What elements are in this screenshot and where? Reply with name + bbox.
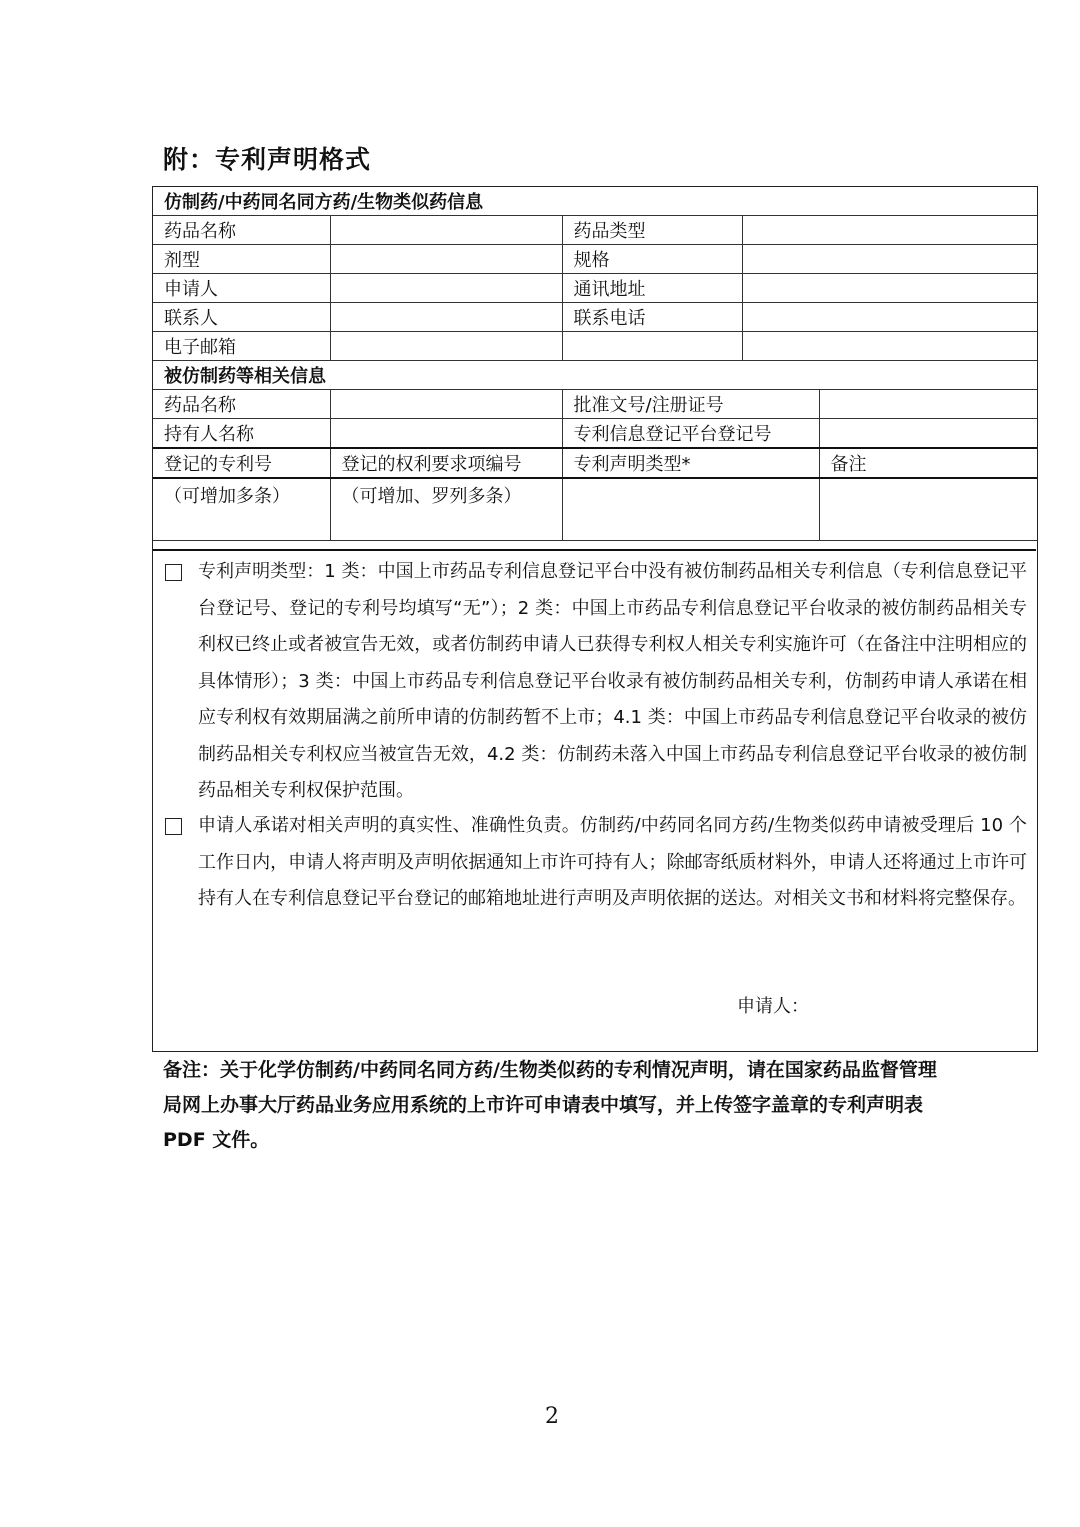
field-label: 通讯地址	[562, 274, 742, 303]
remarks-input[interactable]	[819, 478, 1037, 541]
field-label: 规格	[562, 245, 742, 274]
table-row	[153, 303, 1037, 332]
declaration-text: 专利声明类型：1 类：中国上市药品专利信息登记平台中没有被仿制药品相关专利信息（专利信息登记平台登记号、登记的专利号均填写“无”）；2 类：中国上市药品专利信息登记平台收录的被仿制药品相关专利权已终止或者被宣告无效，或者仿制药申请人已获得专利权人相关专利实施许可（在备注中注明相应的具体情形）；3 类：中国上市药品专利信息登记平台收录有被仿制药品相关专利，仿制药申请人承诺在相应专利权有效期届满之前所申请的仿制药暂不上市；4.1 类：中国上市药品专利信息登记平台收录的被仿制药品相关专利权应当被宣告无效，4.2 类：仿制药未落入中国上市药品专利信息登记平台收录的被仿制药品相关专利权保护范围。	[198, 561, 1027, 801]
platform-registration-input[interactable]	[819, 419, 1037, 449]
field-label: 持有人名称	[153, 419, 330, 449]
reference-drug-name-input[interactable]	[330, 390, 562, 419]
field-label: 药品名称	[153, 390, 330, 419]
holder-name-input[interactable]	[330, 419, 562, 449]
drug-type-input[interactable]	[742, 216, 1037, 245]
column-header: 备注	[819, 448, 1037, 478]
declaration-area	[153, 549, 1036, 1051]
dosage-form-input[interactable]	[330, 245, 562, 274]
field-label: 电子邮箱	[153, 332, 330, 361]
patent-number-input[interactable]: （可增加多条）	[153, 478, 330, 541]
phone-input[interactable]	[742, 303, 1037, 332]
contact-input[interactable]	[330, 303, 562, 332]
page-title: 附：专利声明格式	[163, 145, 372, 174]
approval-number-input[interactable]	[819, 390, 1037, 419]
field-label: 联系电话	[562, 303, 742, 332]
declaration-item	[165, 808, 1027, 918]
address-input[interactable]	[742, 274, 1037, 303]
checkbox[interactable]	[165, 564, 182, 581]
column-header: 登记的权利要求项编号	[330, 448, 562, 478]
empty-cell	[742, 332, 1037, 361]
patent-declaration-form	[152, 186, 1038, 1052]
table-row	[153, 332, 1037, 361]
info-table	[153, 187, 1037, 541]
field-label: 批准文号/注册证号	[562, 390, 819, 419]
applicant-input[interactable]	[330, 274, 562, 303]
patent-entry-row	[153, 478, 1037, 541]
empty-cell	[562, 332, 742, 361]
table-row	[153, 274, 1037, 303]
specification-input[interactable]	[742, 245, 1037, 274]
section-generic-info: 仿制药/中药同名同方药/生物类似药信息	[153, 187, 1037, 216]
patent-header-row	[153, 448, 1037, 478]
declaration-item	[165, 554, 1027, 810]
section-reference-info: 被仿制药等相关信息	[153, 361, 1037, 390]
drug-name-input[interactable]	[330, 216, 562, 245]
page-number: 2	[545, 1404, 559, 1429]
field-label: 剂型	[153, 245, 330, 274]
table-row	[153, 216, 1037, 245]
footnote: 备注：关于化学仿制药/中药同名同方药/生物类似药的专利情况声明，请在国家药品监督管理局网上办事大厅药品业务应用系统的上市许可申请表中填写，并上传签字盖章的专利声明表 PDF 文件。	[163, 1059, 937, 1151]
column-header: 登记的专利号	[153, 448, 330, 478]
field-label: 药品类型	[562, 216, 742, 245]
field-label: 联系人	[153, 303, 330, 332]
field-label: 药品名称	[153, 216, 330, 245]
claim-number-input[interactable]: （可增加、罗列多条）	[330, 478, 562, 541]
table-row	[153, 419, 1037, 449]
signature-label: 申请人：	[737, 996, 809, 1017]
table-row	[153, 245, 1037, 274]
email-input[interactable]	[330, 332, 562, 361]
declaration-type-input[interactable]	[562, 478, 819, 541]
table-row	[153, 390, 1037, 419]
column-header: 专利声明类型*	[562, 448, 819, 478]
field-label: 专利信息登记平台登记号	[562, 419, 819, 449]
checkbox[interactable]	[165, 818, 182, 835]
declaration-text: 申请人承诺对相关声明的真实性、准确性负责。仿制药/中药同名同方药/生物类似药申请被受理后 10 个工作日内，申请人将声明及声明依据通知上市许可持有人；除邮寄纸质材料外，申请人还将通过上市许可持有人在专利信息登记平台登记的邮箱地址进行声明及声明依据的送达。对相关文书和材料将完整保存。	[198, 815, 1027, 909]
field-label: 申请人	[153, 274, 330, 303]
